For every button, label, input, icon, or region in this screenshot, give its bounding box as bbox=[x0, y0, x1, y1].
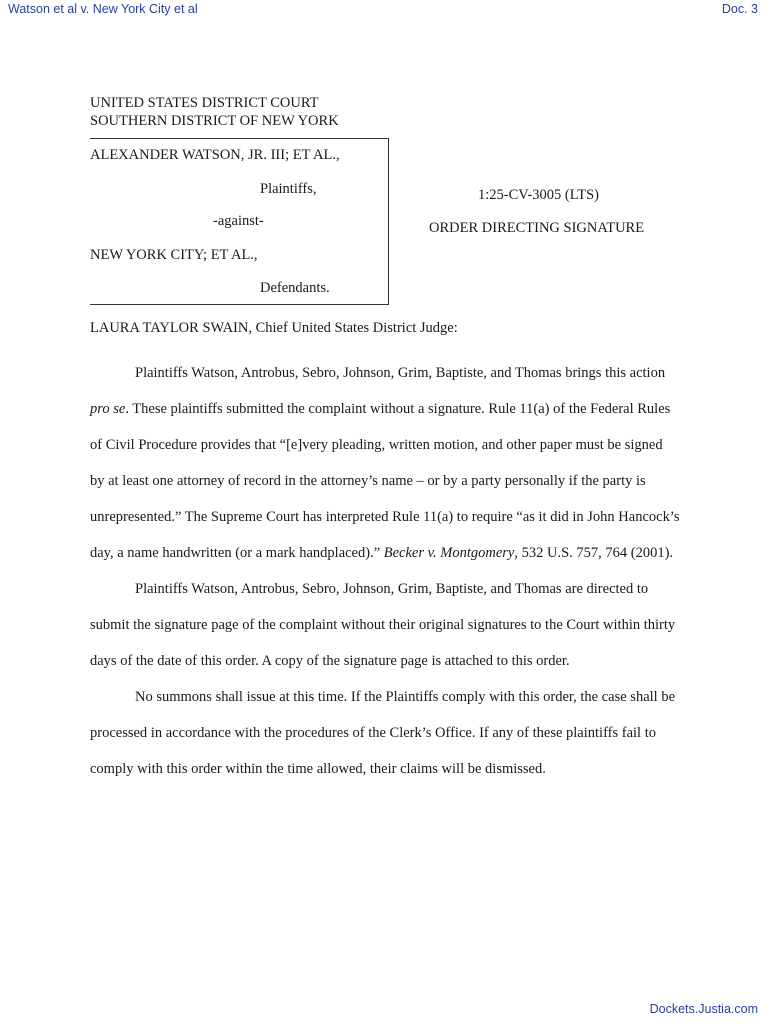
paragraph-1-case-cite: Becker v. Montgomery bbox=[383, 545, 515, 561]
case-title-link[interactable]: Watson et al v. New York City et al bbox=[8, 2, 198, 16]
court-district: SOUTHERN DISTRICT OF NEW YORK bbox=[90, 113, 339, 129]
case-caption-box bbox=[90, 138, 389, 305]
paragraph-1 bbox=[90, 355, 680, 571]
source-link[interactable]: Dockets.Justia.com bbox=[649, 1002, 758, 1016]
paragraph-3: No summons shall issue at this time. If the Plaintiffs comply with this order, the case shall be processed in accordance with the procedures of the Clerk’s Office. If any of these plaintiffs fail to comply with this order within the time allowed, their claims will be dismissed. bbox=[90, 689, 676, 777]
case-number: 1:25-CV-3005 (LTS) bbox=[478, 187, 599, 203]
judge-line: LAURA TAYLOR SWAIN, Chief United States District Judge: bbox=[90, 320, 458, 336]
doc-number-link[interactable]: Doc. 3 bbox=[721, 2, 758, 16]
plaintiff-name: ALEXANDER WATSON, JR. III; ET AL., bbox=[90, 147, 340, 163]
defendants-label: Defendants. bbox=[260, 280, 330, 296]
paragraph-2: Plaintiffs Watson, Antrobus, Sebro, Johnson, Grim, Baptiste, and Thomas are directed to submit the signature page of the complaint without their original signatures to the Court within thirty days of the date of this order. A copy of the signature page is attached to this order. bbox=[90, 581, 676, 669]
paragraph-1-text-c: . These plaintiffs submitted the complaint without a signature. Rule 11(a) of the Federal Rules of Civil Procedure provides that “[e]very pleading, written motion, and other paper must be signed by at least one attorney of record in the attorney’s name – or by a party personally if the party is unrepresented.” The Supreme Court has interpreted Rule 11(a) to require “as it did in John Hancock’s day, a name handwritten (or a mark handplaced).” bbox=[90, 401, 680, 561]
document-title: ORDER DIRECTING SIGNATURE bbox=[429, 220, 645, 236]
plaintiffs-label: Plaintiffs, bbox=[260, 181, 317, 197]
order-body bbox=[90, 355, 680, 787]
court-heading bbox=[90, 94, 339, 130]
paragraph-1-text-a: Plaintiffs Watson, Antrobus, Sebro, Johnson, Grim, Baptiste, and Thomas brings this action bbox=[135, 365, 666, 381]
court-name: UNITED STATES DISTRICT COURT bbox=[90, 95, 319, 111]
paragraph-1-text-e: , 532 U.S. 757, 764 (2001). bbox=[514, 545, 674, 561]
against-label: -against- bbox=[213, 213, 264, 229]
paragraph-1-pro-se: pro se bbox=[90, 401, 126, 417]
defendant-name: NEW YORK CITY; ET AL., bbox=[90, 247, 258, 263]
